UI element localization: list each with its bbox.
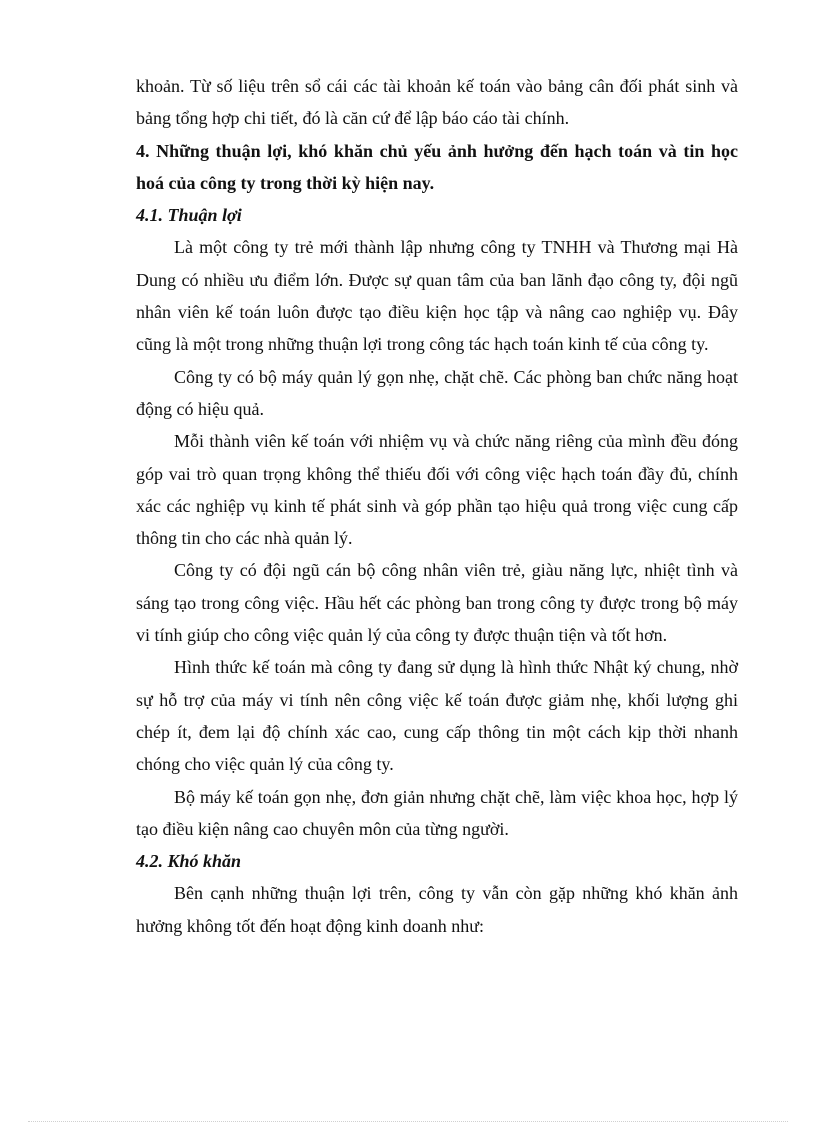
section-heading-4: 4. Những thuận lợi, khó khăn chủ yếu ảnh hưởng đến hạch toán và tin học hoá của công ty trong thời kỳ hiện nay. xyxy=(136,140,738,193)
paragraph: Mỗi thành viên kế toán với nhiệm vụ và chức năng riêng của mình đều đóng góp vai trò quan trọng không thể thiếu đối với công việc hạch toán đầy đủ, chính xác các nghiệp vụ kinh tế phát sinh và góp phần tạo hiệu quả trong việc cung cấp thông tin cho các nhà quản lý. xyxy=(136,431,738,549)
paragraph: Bên cạnh những thuận lợi trên, công ty vẫn còn gặp những khó khăn ảnh hưởng không tốt đến hoạt động kinh doanh như: xyxy=(136,883,738,936)
paragraph-continuation: khoản. Từ số liệu trên sổ cái các tài khoản kế toán vào bảng cân đối phát sinh và bảng tổng hợp chi tiết, đó là căn cứ để lập báo cáo tài chính. xyxy=(136,76,738,129)
paragraph: Là một công ty trẻ mới thành lập nhưng công ty TNHH và Thương mại Hà Dung có nhiều ưu điểm lớn. Được sự quan tâm của ban lãnh đạo công ty, đội ngũ nhân viên kế toán luôn được tạo điều kiện học tập và nâng cao nghiệp vụ. Đây cũng là một trong những thuận lợi trong công tác hạch toán kinh tế của công ty. xyxy=(136,237,738,355)
paragraph: Bộ máy kế toán gọn nhẹ, đơn giản nhưng chặt chẽ, làm việc khoa học, hợp lý tạo điều kiện nâng cao chuyên môn của từng người. xyxy=(136,786,738,839)
paragraph: Công ty có đội ngũ cán bộ công nhân viên trẻ, giàu năng lực, nhiệt tình và sáng tạo trong công việc. Hầu hết các phòng ban trong công ty được trong bộ máy vi tính giúp cho công việc quản lý của công ty được thuận tiện và tốt hơn. xyxy=(136,560,738,646)
paragraph: Công ty có bộ máy quản lý gọn nhẹ, chặt chẽ. Các phòng ban chức năng hoạt động có hiệu quả. xyxy=(136,366,738,419)
document-page xyxy=(136,70,738,942)
paragraph: Hình thức kế toán mà công ty đang sử dụng là hình thức Nhật ký chung, nhờ sự hỗ trợ của máy vi tính nên công việc kế toán được giảm nhẹ, khối lượng ghi chép ít, đem lại độ chính xác cao, cung cấp thông tin một cách kịp thời nhanh chóng cho việc quản lý của công ty. xyxy=(136,657,738,775)
subheading-difficulties: 4.2. Khó khăn xyxy=(136,851,242,872)
subheading-advantages: 4.1. Thuận lợi xyxy=(136,205,242,226)
page-footer-divider xyxy=(28,1121,788,1122)
